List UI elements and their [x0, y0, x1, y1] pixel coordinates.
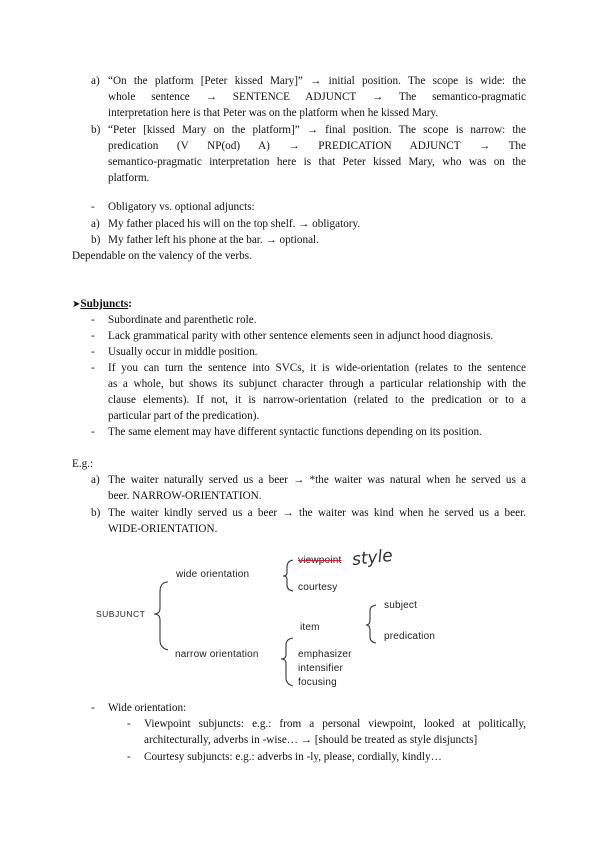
diagram-courtesy: courtesy: [298, 582, 338, 593]
diagram-root: SUBJUNCT: [96, 609, 146, 619]
scope-b-line-3: semantico-pragmatic interpretation here is that Peter kissed Mary, who was on the: [108, 156, 526, 168]
subjunct-bullet-5: The same element may have different syntactic functions depending on its position.: [108, 426, 482, 438]
sub-bullet-dash: -: [127, 718, 131, 730]
diagram-viewpoint: viewpoint: [298, 555, 342, 566]
courtesy-subjuncts-line: Courtesy subjuncts: e.g.: adverbs in -ly, please, cordially, kindly…: [144, 751, 442, 763]
subjuncts-colon: :: [128, 298, 133, 310]
valency-note: Dependable on the valency of the verbs.: [72, 250, 252, 262]
scope-b-line-1: “Peter [kissed Mary on the platform]” → final position. The scope is narrow: the: [108, 124, 526, 136]
root-brace: [154, 582, 168, 650]
viewpoint-subjuncts-line-1: Viewpoint subjuncts: e.g.: from a personal viewpoint, looked at politically,: [144, 718, 526, 730]
wide-brace: [283, 560, 293, 591]
handwritten-style-note: style: [351, 545, 394, 571]
narrow-brace: [281, 638, 293, 686]
diagram-item: item: [300, 622, 320, 633]
item-brace: [366, 605, 376, 643]
diagram-emphasizer: emphasizer: [298, 649, 352, 660]
list-label-a: a): [91, 474, 100, 486]
scope-a-line-1: “On the platform [Peter kissed Mary]” → initial position. The scope is wide: the: [108, 75, 526, 87]
bullet-dash: -: [91, 330, 95, 342]
list-label-b: b): [91, 507, 101, 519]
example-a-line-1: The waiter naturally served us a beer → *the waiter was natural when he served us a: [108, 474, 526, 486]
diagram-wide-orientation: wide orientation: [176, 569, 250, 580]
list-label-a: a): [91, 218, 100, 230]
subjunct-bullet-3: Usually occur in middle position.: [108, 346, 258, 358]
scope-b-line-2: predication (V NP(od) A) → PREDICATION ADJUNCT → The: [108, 140, 526, 152]
subjunct-bullet-4-line-3: clause elements). If not, it is narrow-orientation (related to the predication or to a: [108, 394, 526, 406]
subjunct-bullet-1: Subordinate and parenthetic role.: [108, 314, 257, 326]
wide-orientation-heading: Wide orientation:: [108, 702, 187, 714]
subjunct-bullet-4-line-2: as a whole, but shows its subjunct character through a particular relationship with the: [108, 378, 526, 390]
subjuncts-title: Subjuncts: [80, 298, 129, 310]
obligatory-example-a: My father placed his will on the top shelf. → obligatory.: [108, 218, 361, 230]
list-label-b: b): [91, 234, 101, 246]
obligatory-heading: Obligatory vs. optional adjuncts:: [108, 201, 255, 213]
example-a-line-2: beer. NARROW-ORIENTATION.: [108, 490, 262, 502]
scope-a-line-2: whole sentence → SENTENCE ADJUNCT → The semantico-pragmatic: [108, 91, 526, 103]
viewpoint-subjuncts-line-2: architecturally, adverbs in -wise… → [should be treated as style disjuncts]: [144, 734, 478, 746]
bullet-dash: -: [91, 362, 95, 374]
bullet-dash: -: [91, 346, 95, 358]
subjunct-bullet-4-line-1: If you can turn the sentence into SVCs, it is wide-orientation (relates to the sentence: [108, 362, 526, 374]
bullet-dash: -: [91, 702, 95, 714]
example-b-line-1: The waiter kindly served us a beer → the waiter was kind when he served us a beer.: [108, 507, 526, 519]
sub-bullet-dash: -: [127, 751, 131, 763]
diagram-subject: subject: [384, 600, 418, 611]
bullet-dash: -: [91, 426, 95, 438]
bullet-dash: -: [91, 201, 95, 213]
arrow-bullet-icon: ➤: [72, 299, 81, 310]
scope-a-line-3: interpretation here is that Peter was on the platform when he kissed Mary.: [108, 107, 439, 119]
list-label-a: a): [91, 75, 100, 87]
example-b-line-2: WIDE-ORIENTATION.: [108, 523, 218, 535]
diagram-intensifier: intensifier: [298, 663, 343, 674]
subjunct-bullet-4-line-4: particular part of the predication).: [108, 410, 260, 422]
scope-b-line-4: platform.: [108, 172, 150, 184]
subjunct-bullet-2: Lack grammatical parity with other sentence elements seen in adjunct hood diagnosis.: [108, 330, 494, 342]
diagram-predication: predication: [384, 631, 436, 642]
eg-label: E.g.:: [72, 458, 94, 470]
list-label-b: b): [91, 124, 101, 136]
diagram-focusing: focusing: [298, 677, 337, 688]
diagram-narrow-orientation: narrow orientation: [175, 649, 259, 660]
bullet-dash: -: [91, 314, 95, 326]
obligatory-example-b: My father left his phone at the bar. → optional.: [108, 234, 319, 246]
